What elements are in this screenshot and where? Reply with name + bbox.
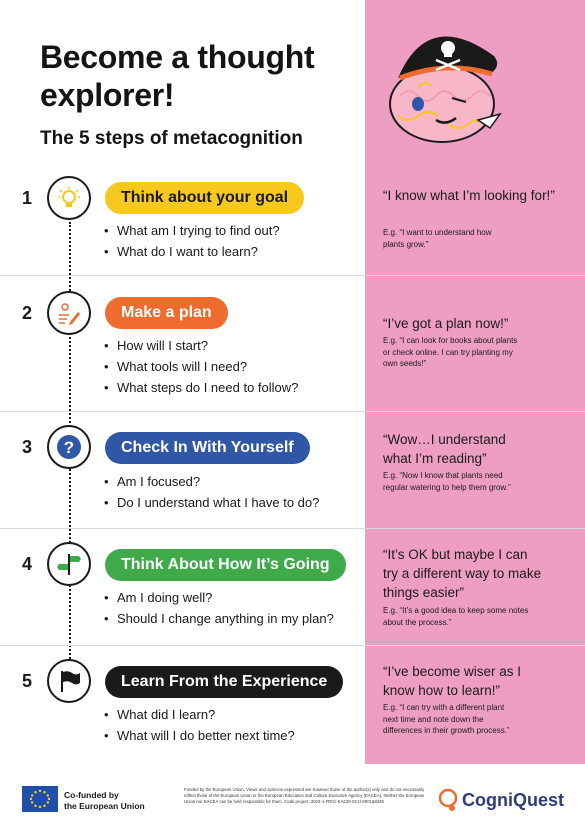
step-questions [104,704,295,746]
step-number: 4 [21,554,32,574]
eu-flag-icon [22,786,58,812]
step-example: E.g. “Now I know that plants need regular watering to help them grow.” [383,471,511,492]
step-quote: “I know what I’m looking for!” [383,188,555,203]
list-item: • What steps do I need to follow? [104,377,298,398]
cofunded-line: Co-funded by [64,790,119,800]
flag-icon [56,668,82,694]
step-questions [104,335,298,398]
step-example: E.g. “I can look for books about plants or check online. I can try planting my own seeds!” [383,336,518,368]
step-quote: “Wow…I understand what I’m reading” [383,432,506,466]
list-item: • What will I do better next time? [104,725,295,746]
list-item: • What do I want to learn? [104,241,280,262]
eu-line: the European Union [64,801,145,811]
funding-disclaimer: Funded by the European Union. Views and opinions expressed are however those of the author(s) only and do not necessarily reflect those of the European Union or the European Education and Culture Executive Agency (EACEA). Neither the European Union nor EACEA can be held responsible for them. Code project: 2023-1-FR01-KA220-SCH-000158225 [184,787,425,804]
plan-pencil-icon [56,300,82,326]
step-label-pill: Learn From the Experience [105,666,343,698]
step-label-pill: Check In With Yourself [105,432,310,464]
step-quote: “It’s OK but maybe I can try a different way to make things easier” [383,547,542,600]
page-subtitle: The 5 steps of metacognition [40,128,303,149]
pirate-brain-mascot-icon [378,16,518,146]
step-divider [0,645,585,646]
step-icon [47,425,91,469]
list-item: • What tools will I need? [104,356,298,377]
step-label-pill: Think about your goal [105,182,304,214]
list-item: • Am I doing well? [104,587,334,608]
step-quote: “I’ve got a plan now!” [383,316,509,331]
step-number: 2 [21,303,32,323]
step-number: 1 [21,188,32,208]
step-number: 3 [21,437,32,457]
list-item: • Do I understand what I have to do? [104,492,319,513]
step-icon [47,542,91,586]
list-item: • What am I trying to find out? [104,220,280,241]
eu-cofunded-label [64,790,145,812]
step-quote: “I’ve become wiser as I know how to learn!” [383,664,522,698]
step-divider [0,411,585,412]
svg-text:?: ? [63,438,75,457]
question-mark-icon [55,433,83,461]
step-example: E.g. “I want to understand how plants grow.” [383,228,492,249]
step-questions [104,220,280,262]
list-item: • Should I change anything in my plan? [104,608,334,629]
lightbulb-icon [56,185,82,211]
step-number: 5 [21,671,32,691]
signpost-icon [56,551,82,577]
list-item: • How will I start? [104,335,298,356]
step-divider [0,275,585,276]
step-icon [47,176,91,220]
list-item: • Am I focused? [104,471,319,492]
step-divider [0,528,585,529]
step-icon [47,659,91,703]
step-label-pill: Make a plan [105,297,228,329]
step-label-pill: Think About How It’s Going [105,549,346,581]
step-icon [47,291,91,335]
step-example: E.g. “It’s a good idea to keep some notes about the process.” [383,606,529,627]
brand-name: CogniQuest [462,790,564,810]
page-title: Become a thought explorer! [40,39,315,113]
step-example: E.g. “I can try with a different plant next time and note down the differences in their growth process.” [383,703,510,735]
step-questions [104,471,319,513]
list-item: • What did I learn? [104,704,295,725]
step-questions [104,587,334,629]
